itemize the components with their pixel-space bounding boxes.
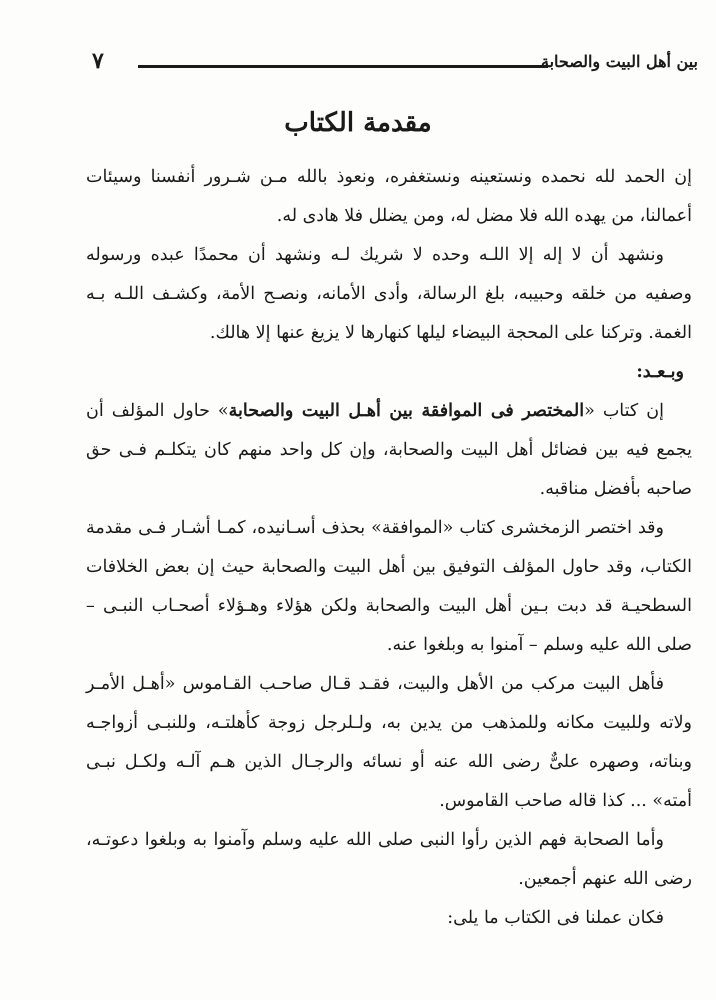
paragraph-opening-praise: إن الحمد لله نحمده ونستعينه ونستغفره، ونعوذ بالله مـن شـرور أنفسنا وسيئات أعمالنا، من يهده الله فلا مضل له، ومن يضلل فلا هادى له. bbox=[86, 167, 692, 226]
page-number: ٧ bbox=[92, 48, 104, 74]
subheading-then: وبـعـد: bbox=[636, 362, 684, 382]
paragraph-zamakhshari: وقد اختصر الزمخشرى كتاب «الموافقة» بحذف أسـانيده، كمـا أشـار فـى مقدمة الكتاب، وقد حاول المؤلف التوفيق بين أهل البيت والصحابة حيث إن بعض الخلافات السطحيـة قد دبت بـين أهل البيت والصحابة ولكن هؤلاء وهـؤلاء أصحـاب النبـى – صلى الله عليه وسلم – آمنوا به وبلغوا عنه. bbox=[86, 518, 692, 655]
header-rule bbox=[138, 65, 548, 68]
chapter-title: مقدمة الكتاب bbox=[284, 108, 432, 138]
paragraph-companions: وأما الصحابة فهم الذين رأوا النبى صلى الله عليه وسلم وآمنوا به وبلغوا دعوتـه، رضى الله عنهم أجمعين. bbox=[86, 830, 692, 889]
page-header bbox=[78, 44, 698, 84]
paragraph-testimony: ونشهد أن لا إله إلا اللـه وحده لا شريك لـه ونشهد أن محمدًا عبده ورسوله وصفيه من خلقه وحبيبه، بلغ الرسالة، وأدى الأمانه، ونصـح الأمة، وكشـف اللـه بـه الغمة. وتركنا على المحجة البيضاء ليلها كنهارها لا يزيغ عنها إلا هالك. bbox=[86, 245, 692, 343]
book-intro-start: إن كتاب « bbox=[584, 401, 664, 421]
paragraph-ahl-al-bayt: فأهل البيت مركب من الأهل والبيت، فقـد قـال صاحـب القـاموس «أهـل الأمـر ولاته وللبيت مكانه وللمذهب من يدين به، ولـلرجل زوجة كأهلتـه، وللنبـى أزواجـه وبناته، وصهره علىٌّ رضى الله عنه أو نسائه والرجـال الذين هـم آلـه ولكـل نبـى أمته» ... كذا قاله صاحب القاموس. bbox=[86, 674, 692, 811]
paragraph-book-intro bbox=[86, 392, 692, 509]
book-intro-rest: » حاول المؤلف أن يجمع فيه بين فضائل أهل البيت والصحابة، وإن كل واحد منهم كان يتكلـم فـى حق صاحبه بأفضل مناقبه. bbox=[86, 401, 692, 499]
paragraph-our-work: فكان عملنا فى الكتاب ما يلى: bbox=[447, 908, 664, 928]
body-text bbox=[86, 158, 692, 938]
book-title: المختصر فى الموافقة بين أهـل البيت والصحابة bbox=[228, 401, 585, 421]
running-title: بين أهل البيت والصحابة bbox=[540, 52, 698, 71]
